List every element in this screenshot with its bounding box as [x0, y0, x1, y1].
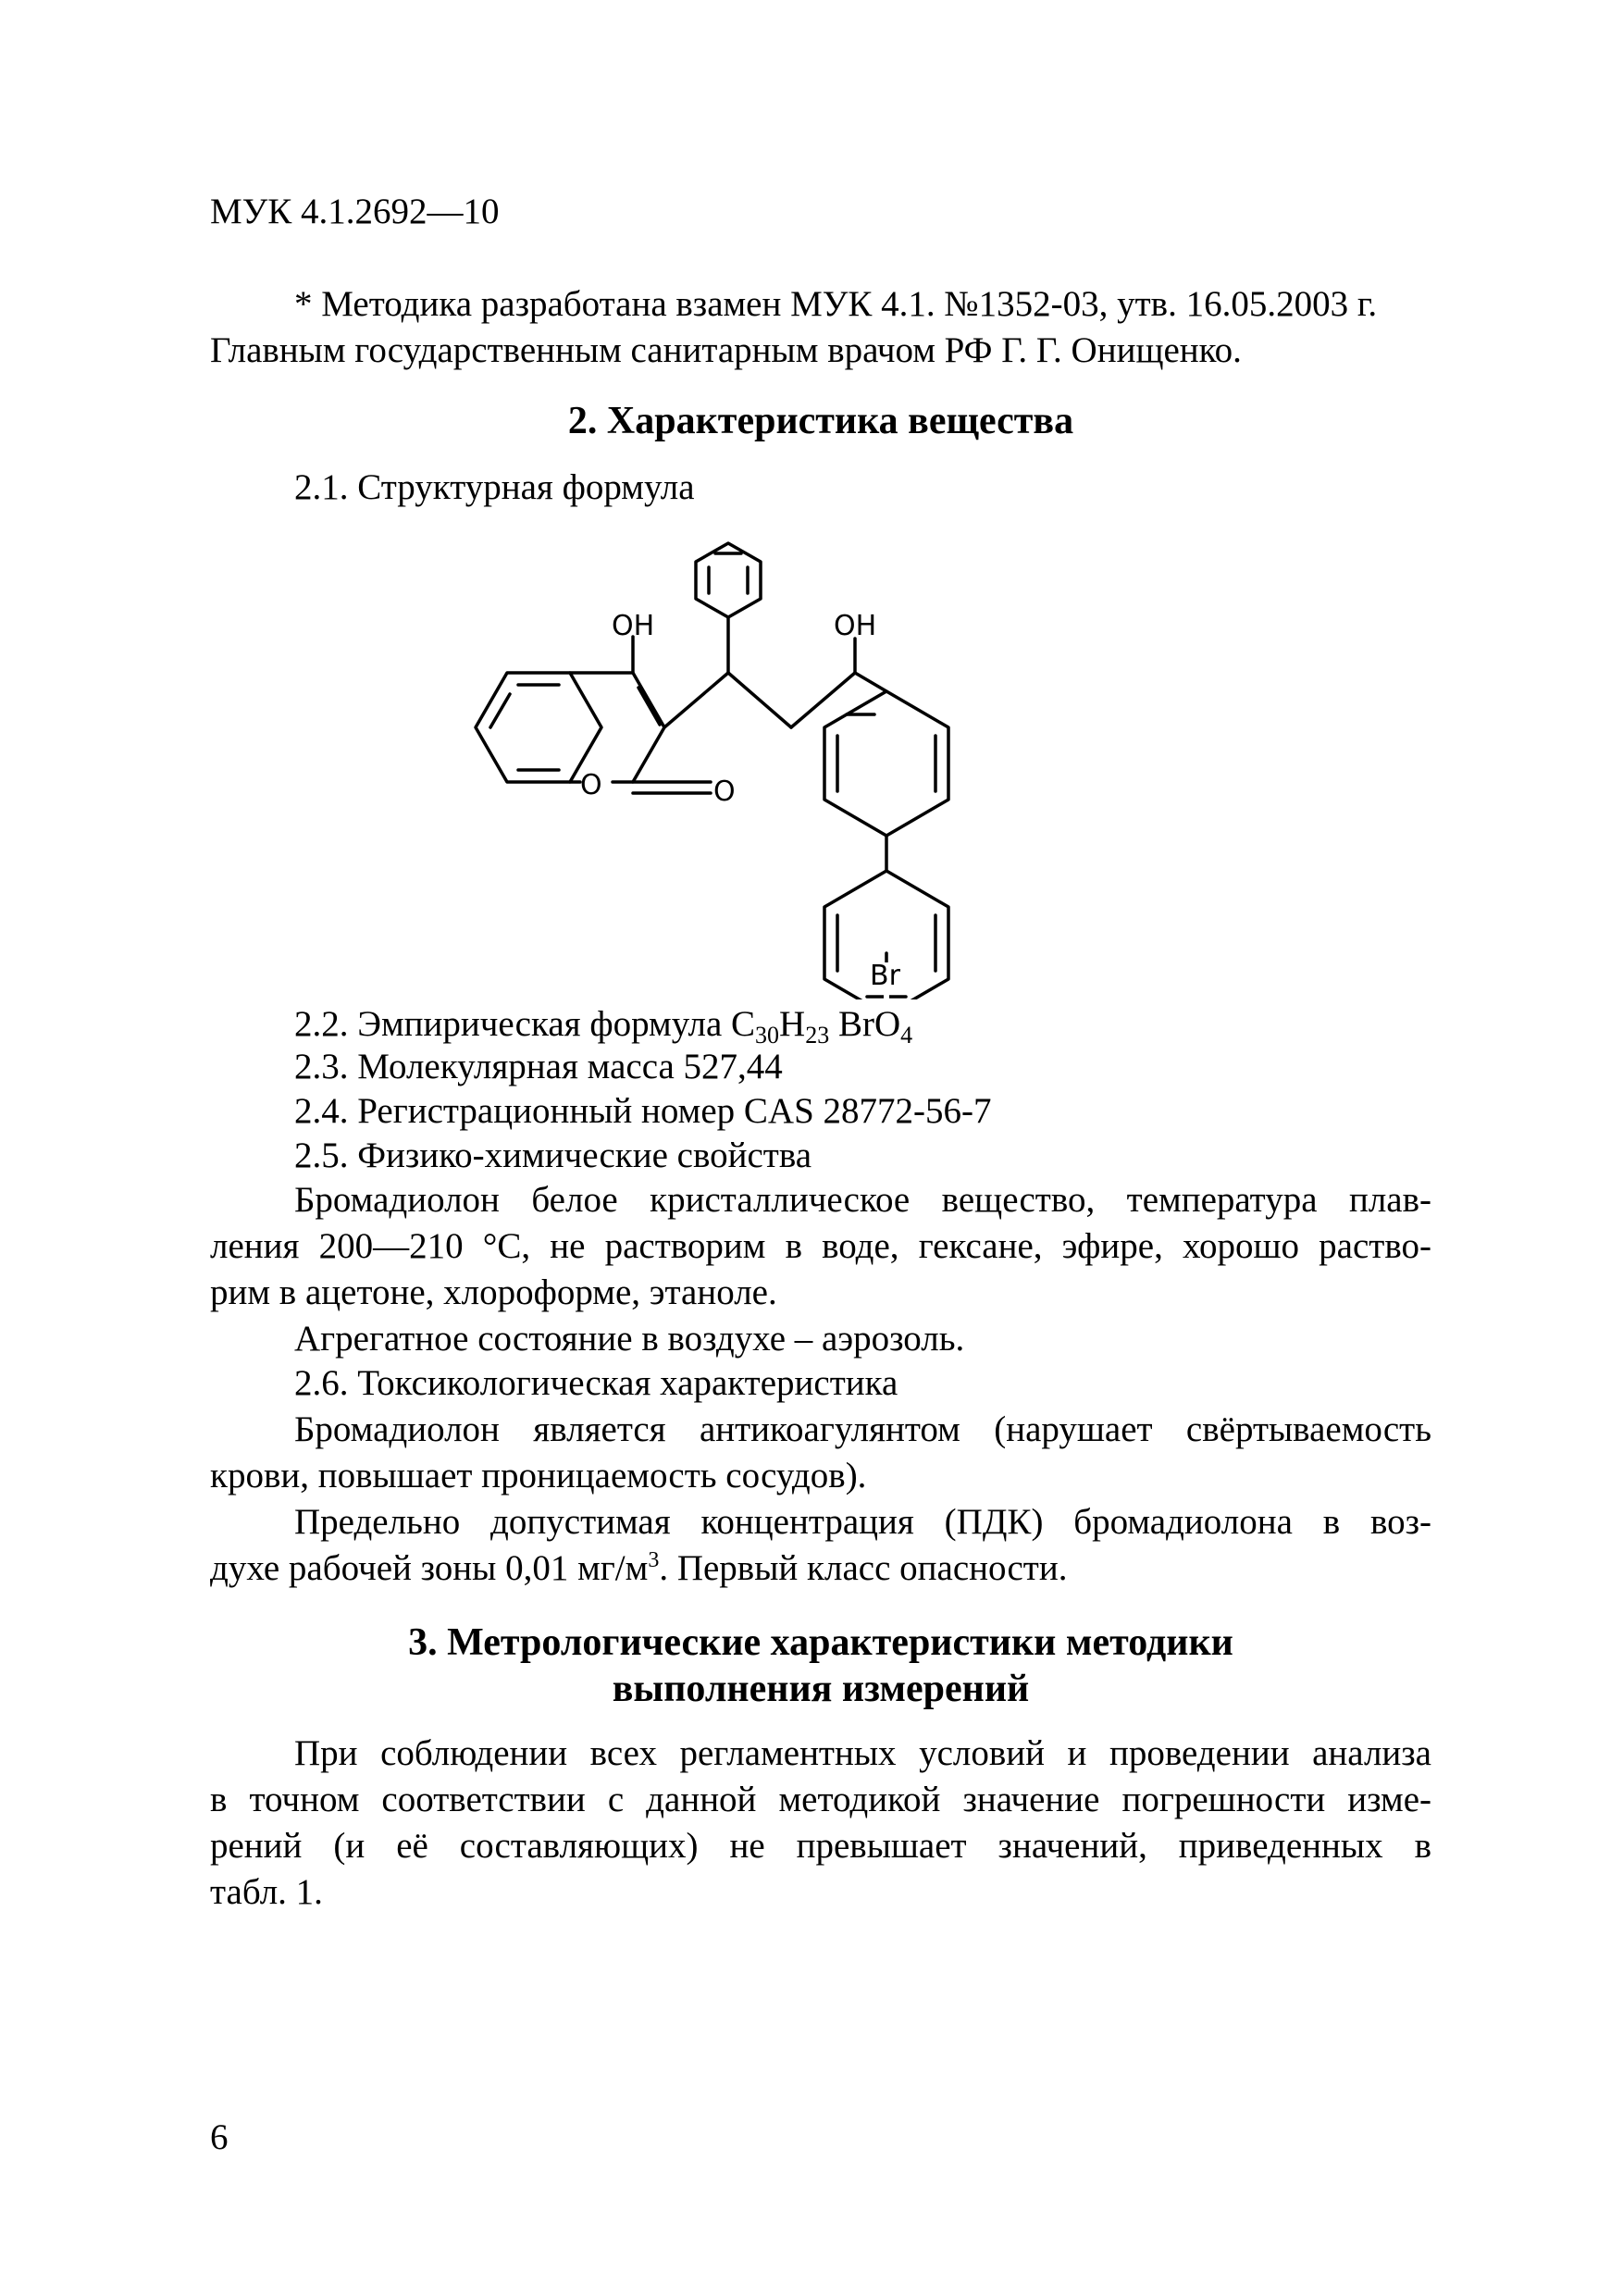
structural-formula — [435, 518, 990, 999]
biphenyl-ring-1 — [824, 691, 948, 836]
formula-h-count: 23 — [805, 1022, 830, 1049]
item-2-5: 2.5. Физико-химические свойства — [294, 1136, 812, 1175]
item-2-1: 2.1. Структурная формула — [294, 467, 695, 507]
formula-bro: BrO — [829, 1004, 901, 1044]
doc-code-header: МУК 4.1.2692—10 — [210, 192, 500, 231]
pdk-unit-power: 3 — [648, 1548, 660, 1572]
item-2-3: 2.3. Молекулярная масса 527,44 — [294, 1047, 783, 1086]
chain-bond — [664, 673, 728, 727]
section-3-para-line-4: табл. 1. — [210, 1872, 323, 1912]
oh-label-right: OH — [834, 610, 877, 642]
pdk-text-b: . Первый класс опасности. — [659, 1548, 1068, 1588]
formula-h: H — [779, 1004, 806, 1044]
pdk-line-2 — [210, 1545, 1067, 1592]
pdk-line-1: Предельно допустимая концентрация (ПДК) бромадиолона в воз- — [294, 1502, 1431, 1542]
item-2-4: 2.4. Регистрационный номер CAS 28772-56-7 — [294, 1091, 992, 1131]
formula-c: C — [731, 1004, 756, 1044]
bromine-label: Br — [870, 960, 900, 992]
ring-oxygen-label: O — [580, 769, 602, 801]
pyranone-ring — [570, 673, 664, 782]
toxicology-line-2: крови, повышает проницаемость сосудов). — [210, 1456, 867, 1496]
formula-o-count: 4 — [900, 1022, 913, 1049]
benzo-ring — [476, 673, 601, 782]
section-3-para-line-2: в точном соответствии с данной методикой значение погрешности изме- — [210, 1780, 1431, 1819]
footnote-line-2: Главным государственным санитарным врачом РФ Г. Г. Онищенко. — [210, 330, 1242, 370]
formula-c-count: 30 — [755, 1022, 780, 1049]
item-2-2 — [294, 1001, 912, 1048]
section-3-title-line-1: 3. Метрологические характеристики методики — [408, 1621, 1233, 1664]
item-2-6: 2.6. Токсикологическая характеристика — [294, 1363, 898, 1403]
section-3-para-line-3: рений (и её составляющих) не превышает значений, приведенных в — [210, 1826, 1431, 1866]
section-3-title-line-2: выполнения измерений — [612, 1668, 1030, 1710]
toxicology-line-1: Бромадиолон является антикоагулянтом (нарушает свёртываемость — [294, 1409, 1431, 1449]
carbonyl-oxygen-label: O — [713, 776, 736, 808]
footnote-line-1: * Методика разработана взамен МУК 4.1. №1352-03, утв. 16.05.2003 г. — [294, 284, 1378, 324]
oh-label-left: OH — [612, 610, 655, 642]
item-2-2-label: 2.2. Эмпирическая формула — [294, 1004, 732, 1044]
properties-line-3: рим в ацетоне, хлороформе, этаноле. — [210, 1272, 777, 1312]
page-number: 6 — [210, 2117, 229, 2157]
section-2-title: 2. Характеристика вещества — [567, 400, 1074, 442]
section-3-para-line-1: При соблюдении всех регламентных условий и проведении анализа — [294, 1733, 1431, 1773]
aggregate-state: Агрегатное состояние в воздухе – аэрозоль. — [294, 1319, 965, 1359]
properties-line-2: ления 200—210 °С, не растворим в воде, гексане, эфире, хорошо раство- — [210, 1226, 1431, 1266]
properties-line-1: Бромадиолон белое кристаллическое вещество, температура плав- — [294, 1180, 1431, 1220]
pdk-text-a: духе рабочей зоны 0,01 мг/м — [210, 1548, 649, 1588]
